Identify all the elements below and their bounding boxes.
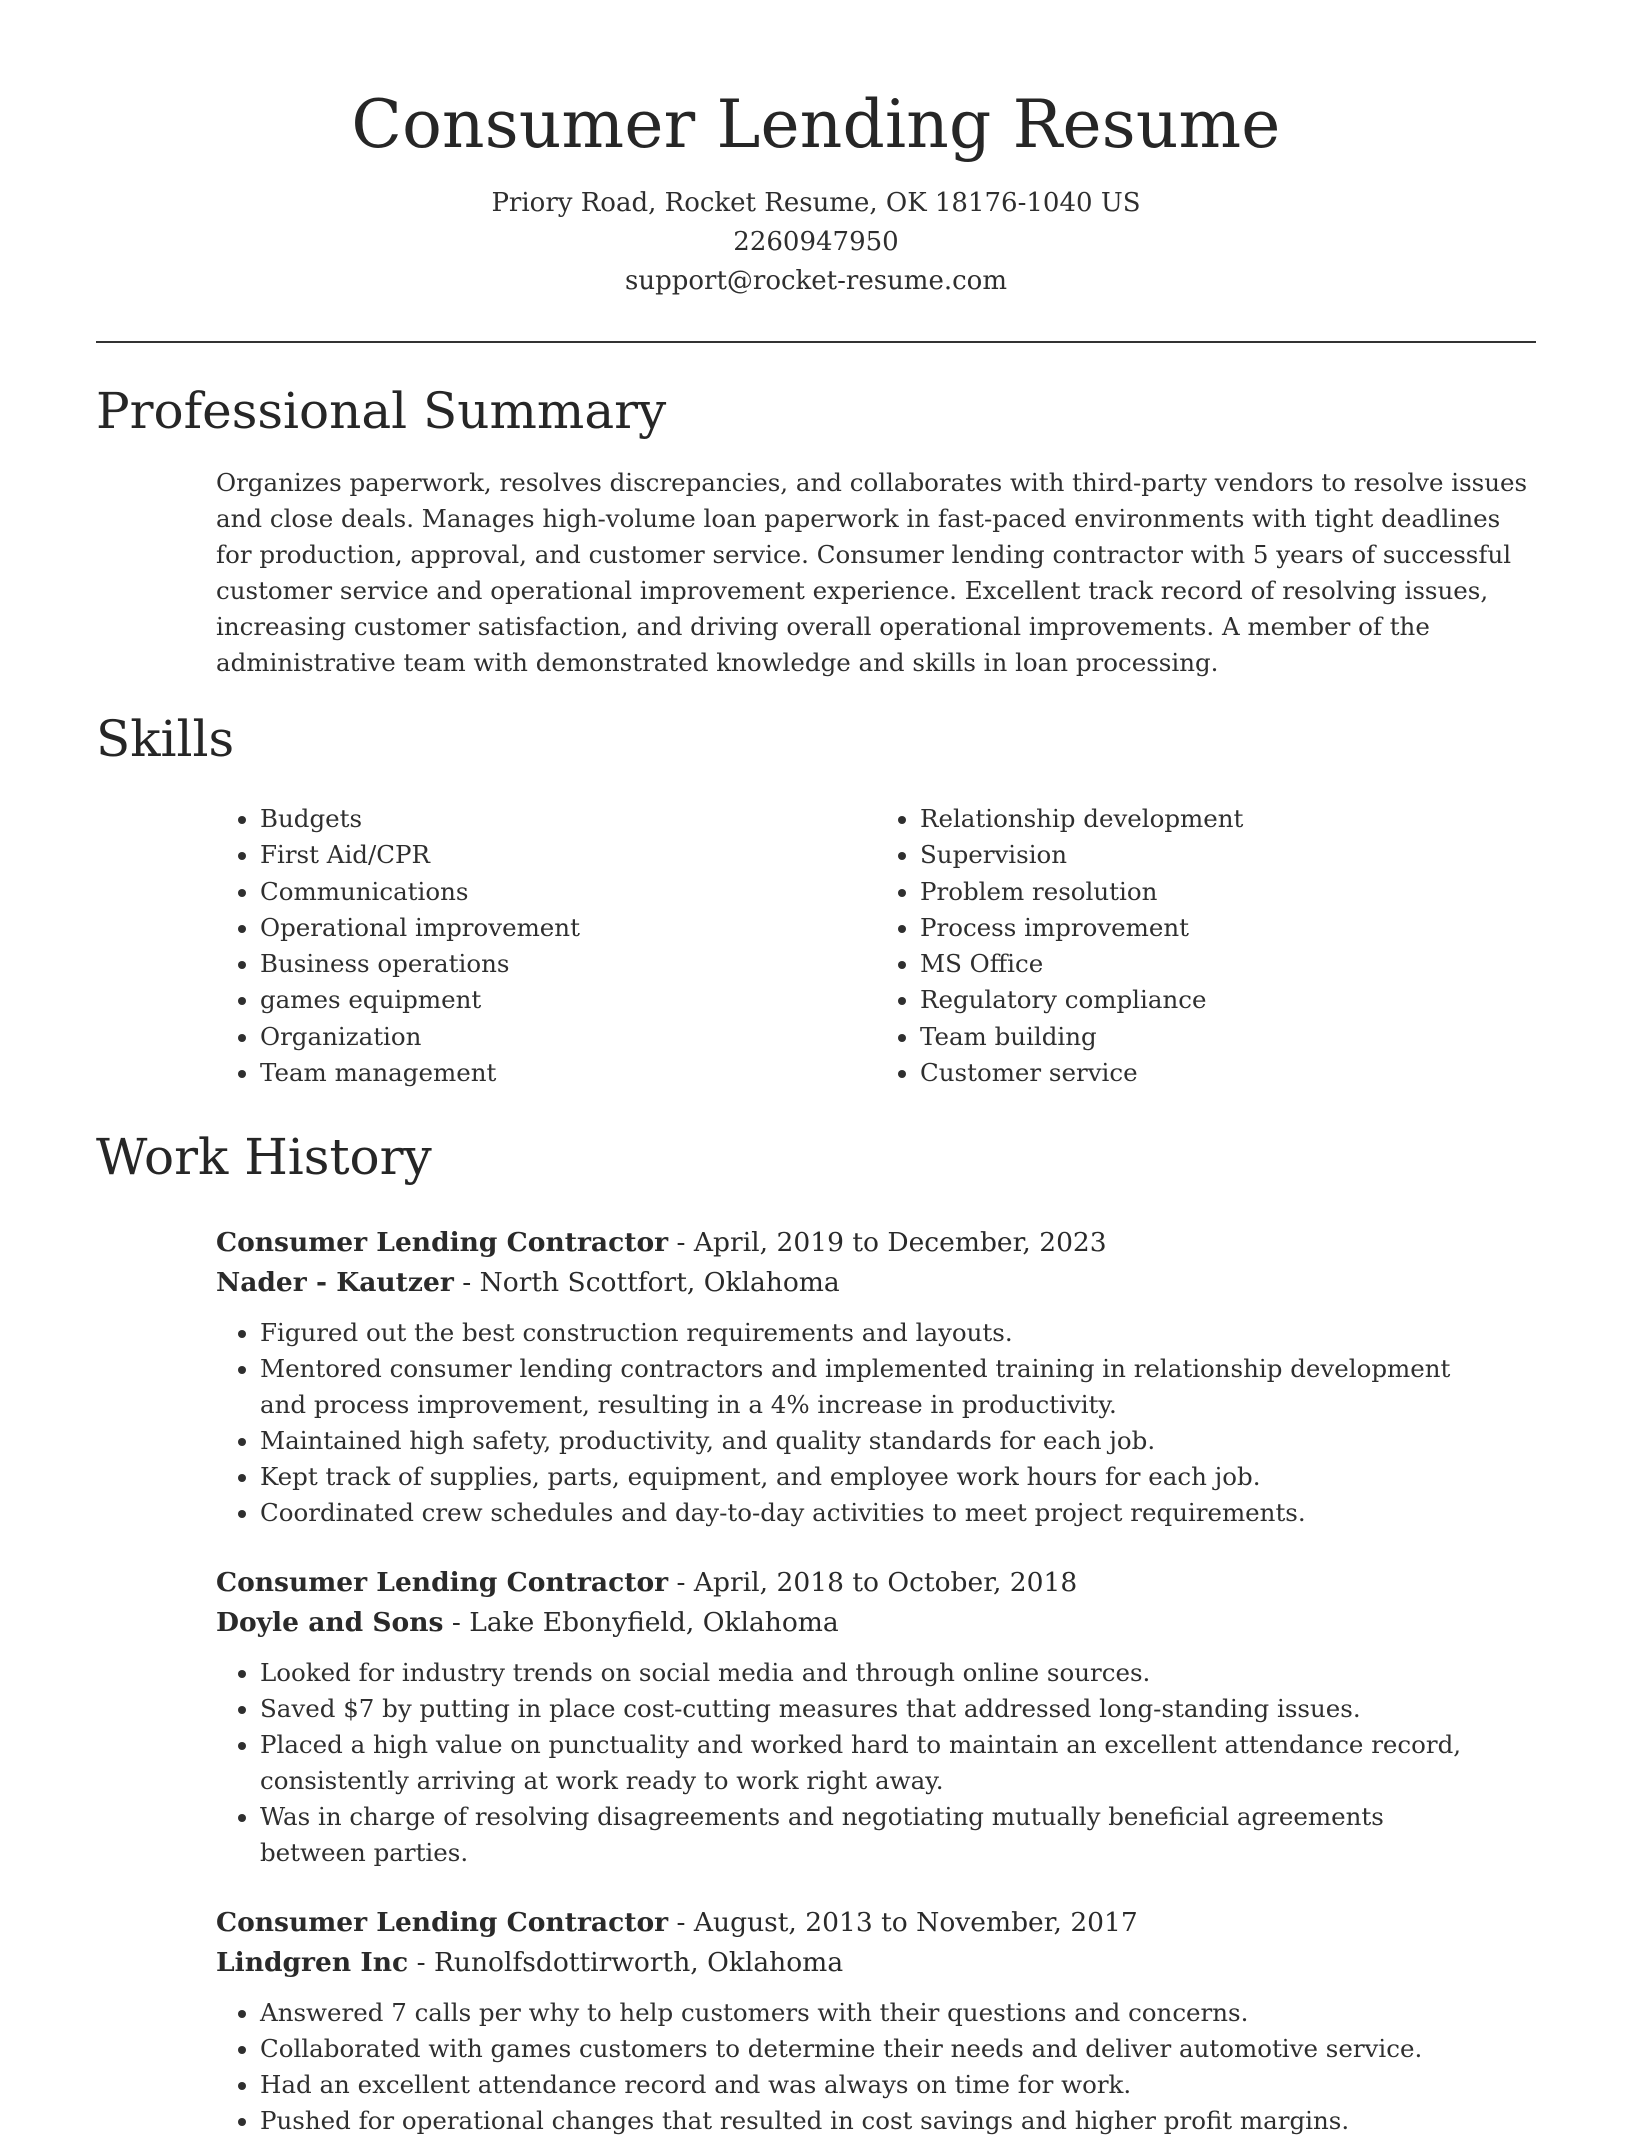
job-duty: • Saved $7 by putting in place cost-cutting measures that addressed long-standing issues. xyxy=(260,1691,1536,1727)
skill-item: • Process improvement xyxy=(920,910,1536,946)
job-title: Consumer Lending Contractor xyxy=(216,1907,669,1939)
summary-heading: Professional Summary xyxy=(96,382,667,440)
work-history-heading: Work History xyxy=(96,1128,432,1187)
job-dates: April, 2019 to December, 2023 xyxy=(693,1227,1107,1259)
job-duty: • Mentored consumer lending contractors and implemented training in relationship development and process improvement, resulting in a 4% increase in productivity. xyxy=(260,1351,1536,1423)
job-duty: • Looked for industry trends on social media and through online sources. xyxy=(260,1655,1536,1691)
email: support@rocket-resume.com xyxy=(624,266,1007,296)
job-title-line xyxy=(216,1563,1536,1603)
job-duty: • Collaborated with games customers to determine their needs and deliver automotive service. xyxy=(260,2031,1536,2067)
skill-item: • MS Office xyxy=(920,946,1536,982)
skill-item: • Communications xyxy=(260,874,876,910)
skill-item: • Problem resolution xyxy=(920,874,1536,910)
resume-page xyxy=(96,0,1536,2139)
skill-item: • Team management xyxy=(260,1055,876,1091)
job-location: Runolfsdottirworth, Oklahoma xyxy=(433,1947,844,1979)
job-company-line xyxy=(216,1263,1536,1303)
skill-item: • Operational improvement xyxy=(260,910,876,946)
skill-item: • Customer service xyxy=(920,1055,1536,1091)
separator: - xyxy=(668,1567,694,1599)
job-company-line xyxy=(216,1603,1536,1643)
job-entry xyxy=(216,1563,1536,1871)
job-duties-list xyxy=(216,1655,1536,1871)
skill-item: • Organization xyxy=(260,1019,876,1055)
job-entry xyxy=(216,1903,1536,2139)
job-duty: • Kept track of supplies, parts, equipment, and employee work hours for each job. xyxy=(260,1459,1536,1495)
address: Priory Road, Rocket Resume, OK 18176-1040 US xyxy=(491,188,1141,218)
skill-item: • Regulatory compliance xyxy=(920,982,1536,1018)
work-history-list xyxy=(96,1223,1536,2139)
separator: - xyxy=(668,1907,694,1939)
job-entry xyxy=(216,1223,1536,1531)
separator: - xyxy=(443,1607,470,1639)
skills-left-column xyxy=(216,801,876,1091)
contact-info xyxy=(96,184,1536,301)
job-title: Consumer Lending Contractor xyxy=(216,1227,669,1259)
separator: - xyxy=(453,1267,480,1299)
skills-grid xyxy=(216,801,1536,1091)
header-divider xyxy=(96,341,1536,343)
page-title: Consumer Lending Resume xyxy=(351,86,1281,163)
job-location: North Scottfort, Oklahoma xyxy=(479,1267,840,1299)
job-duty: • Maintained high safety, productivity, and quality standards for each job. xyxy=(260,1423,1536,1459)
job-title-line xyxy=(216,1223,1536,1263)
job-dates: August, 2013 to November, 2017 xyxy=(693,1907,1138,1939)
job-company: Nader - Kautzer xyxy=(216,1267,454,1299)
skill-item: • Budgets xyxy=(260,801,876,837)
skill-item: • First Aid/CPR xyxy=(260,837,876,873)
skills-right-column xyxy=(876,801,1536,1091)
summary-text: Organizes paperwork, resolves discrepancies, and collaborates with third-party vendors to resolve issues and close deals. Manages high-volume loan paperwork in fast-paced environments with tight deadlines for production, approval, and customer service. Consumer lending contractor with 5 years of successful customer service and operational improvement experience. Excellent track record of resolving issues, increasing customer satisfaction, and driving overall operational improvements. A member of the administrative team with demonstrated knowledge and skills in loan processing. xyxy=(216,468,1528,677)
skill-item: • Relationship development xyxy=(920,801,1536,837)
job-duty: • Had an excellent attendance record and was always on time for work. xyxy=(260,2067,1536,2103)
job-company: Doyle and Sons xyxy=(216,1607,444,1639)
phone: 2260947950 xyxy=(733,227,899,257)
skills-heading: Skills xyxy=(96,710,235,768)
job-duty: • Placed a high value on punctuality and worked hard to maintain an excellent attendance record, consistently arriving at work ready to work right away. xyxy=(260,1727,1536,1799)
job-title: Consumer Lending Contractor xyxy=(216,1567,669,1599)
separator: - xyxy=(668,1227,694,1259)
skill-item: • games equipment xyxy=(260,982,876,1018)
job-duty: • Coordinated crew schedules and day-to-day activities to meet project requirements. xyxy=(260,1495,1536,1531)
job-duty: • Figured out the best construction requirements and layouts. xyxy=(260,1315,1536,1351)
skill-item: • Team building xyxy=(920,1019,1536,1055)
job-title-line xyxy=(216,1903,1536,1943)
job-duties-list xyxy=(216,1315,1536,1531)
job-duties-list xyxy=(216,1995,1536,2139)
job-dates: April, 2018 to October, 2018 xyxy=(693,1567,1078,1599)
job-duty: • Was in charge of resolving disagreements and negotiating mutually beneficial agreements between parties. xyxy=(260,1799,1536,1871)
separator: - xyxy=(408,1947,434,1979)
skill-item: • Business operations xyxy=(260,946,876,982)
job-duty: • Pushed for operational changes that resulted in cost savings and higher profit margins. xyxy=(260,2103,1536,2139)
job-duty: • Answered 7 calls per why to help customers with their questions and concerns. xyxy=(260,1995,1536,2031)
resume-header xyxy=(96,0,1536,301)
job-location: Lake Ebonyfield, Oklahoma xyxy=(469,1607,839,1639)
job-company-line xyxy=(216,1943,1536,1983)
job-company: Lindgren Inc xyxy=(216,1947,409,1979)
skill-item: • Supervision xyxy=(920,837,1536,873)
